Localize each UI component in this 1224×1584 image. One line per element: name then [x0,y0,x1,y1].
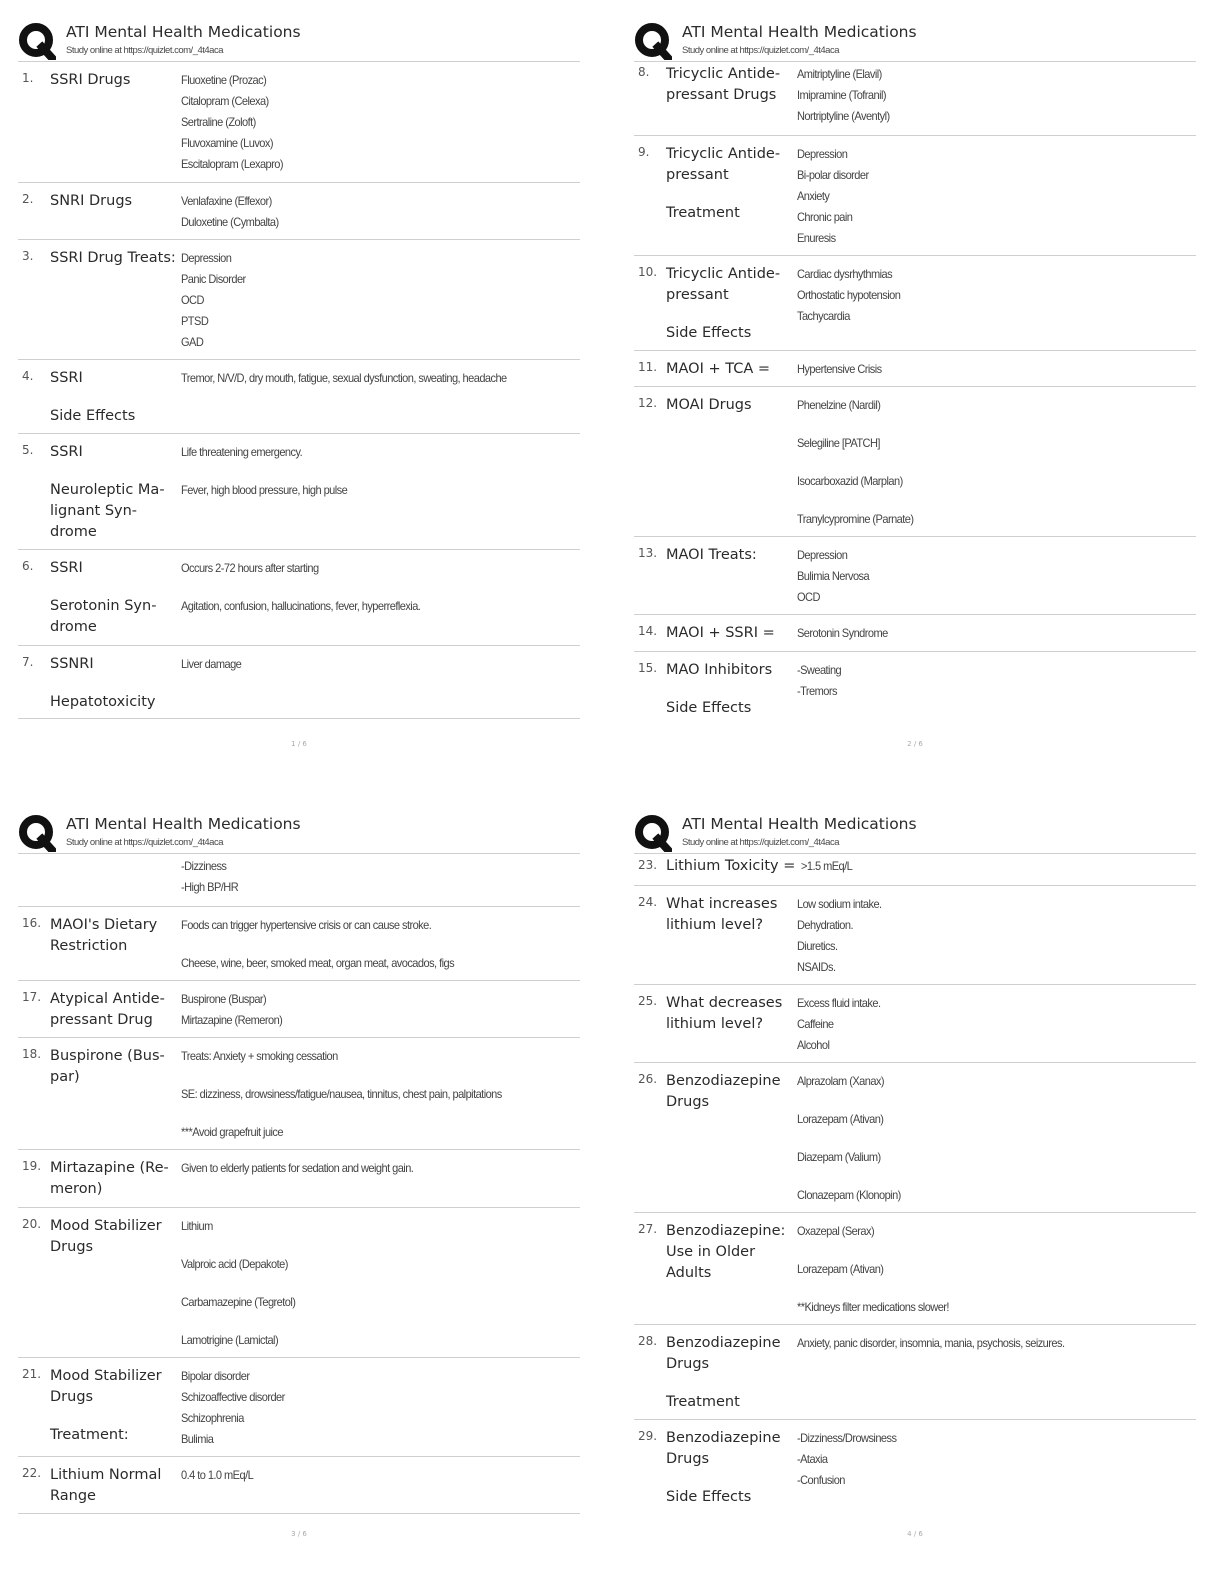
card-definition: Cardiac dysrhythmias Orthostatic hypotension Tachycardia [797,267,901,323]
card-term: SNRI Drugs [50,193,133,209]
card-number: 18. [22,1047,42,1061]
card-definition: Hypertensive Crisis [797,362,882,376]
card-number: 25. [638,994,658,1008]
card-term: What decreases lithium level? [666,995,783,1032]
flashcard [18,907,580,981]
card-definition: Lithium Valproic acid (Depakote) Carbamazepine (Tegretol) Lamotrigine (Lamictal) [181,1219,296,1347]
quizlet-logo-icon [18,22,56,60]
card-number: 10. [638,265,658,279]
card-number: 3. [22,249,34,263]
card-definition: Anxiety, panic disorder, insomnia, mania, psychosis, seizures. [797,1336,1065,1350]
card-term: Buspirone (Bus- par) [50,1048,165,1085]
study-link[interactable]: Study online at https://quizlet.com/_4t4aca [66,45,223,56]
card-number: 17. [22,990,42,1004]
page-header [634,812,1196,854]
study-link[interactable]: Study online at https://quizlet.com/_4t4aca [682,837,839,848]
card-term: Benzodiazepine Drugs Treatment [666,1335,781,1410]
card-definition: Phenelzine (Nardil) Selegiline [PATCH] Isocarboxazid (Marplan) Tranylcypromine (Parnate) [797,398,914,526]
card-term: Tricyclic Antide- pressant Treatment [666,146,781,221]
card-definition: 0.4 to 1.0 mEq/L [181,1468,254,1482]
card-definition: Depression Bulimia Nervosa OCD [797,548,870,604]
flashcard [18,1358,580,1457]
quizlet-logo-icon [634,22,672,60]
card-definition: Venlafaxine (Effexor) Duloxetine (Cymbalta) [181,194,279,229]
card-term: SSNRI Hepatotoxicity [50,656,156,710]
page-4 [634,812,1196,1538]
flashcard [634,537,1196,615]
flashcard-continued [18,854,580,907]
card-definition: -Dizziness -High BP/HR [181,859,239,894]
flashcard [634,256,1196,351]
card-term: Mood Stabilizer Drugs Treatment: [50,1368,162,1443]
flashcard [18,1208,580,1358]
card-definition: Excess fluid intake. Caffeine Alcohol [797,996,881,1052]
card-term: Tricyclic Antide- pressant Side Effects [666,266,781,341]
card-term: What increases lithium level? [666,896,778,933]
card-definition: Life threatening emergency. Fever, high blood pressure, high pulse [181,445,348,497]
page-number: 3 / 6 [291,1530,307,1538]
card-number: 6. [22,559,34,573]
card-number: 14. [638,624,658,638]
card-definition: Given to elderly patients for sedation and weight gain. [181,1161,414,1175]
card-definition: Serotonin Syndrome [797,626,888,640]
card-number: 22. [22,1466,42,1480]
card-term: SSRI Drugs [50,72,131,88]
card-number: 4. [22,369,34,383]
card-definition: Low sodium intake. Dehydration. Diuretics. NSAIDs. [797,897,882,974]
flashcard [18,550,580,646]
card-number: 5. [22,443,34,457]
card-number: 13. [638,546,658,560]
card-definition: Tremor, N/V/D, dry mouth, fatigue, sexual dysfunction, sweating, headache [181,371,507,385]
card-number: 27. [638,1222,658,1236]
card-definition: Depression Bi-polar disorder Anxiety Chronic pain Enuresis [797,147,869,245]
card-number: 11. [638,360,658,374]
page-header [634,20,1196,62]
card-term: SSRI Neuroleptic Ma- lignant Syn- drome [50,444,165,540]
card-definition: Depression Panic Disorder OCD PTSD GAD [181,251,246,349]
flashcard [634,854,1196,886]
card-term: Lithium Toxicity = [666,858,796,874]
card-number: 2. [22,192,34,206]
flashcard [634,615,1196,652]
card-term: SSRI Serotonin Syn- drome [50,560,157,635]
card-definition: Amitriptyline (Elavil) Imipramine (Tofranil) Nortriptyline (Aventyl) [797,67,890,123]
card-number: 28. [638,1334,658,1348]
card-definition: Liver damage [181,657,242,671]
flashcard [18,183,580,240]
card-number: 19. [22,1159,42,1173]
page-header [18,20,580,62]
card-term: MAOI Treats: [666,547,757,563]
card-number: 29. [638,1429,658,1443]
card-number: 12. [638,396,658,410]
card-definition: Bipolar disorder Schizoaffective disorder Schizophrenia Bulimia [181,1369,285,1446]
flashcard [18,360,580,434]
card-term: Tricyclic Antide- pressant Drugs [666,66,781,103]
flashcard [634,62,1196,136]
flashcard [634,1325,1196,1420]
flashcard [634,351,1196,387]
flashcard [634,652,1196,722]
page-number: 4 / 6 [907,1530,923,1538]
card-definition: >1.5 mEq/L [801,859,853,873]
card-term: Lithium Normal Range [50,1467,162,1504]
card-number: 21. [22,1367,42,1381]
card-term: MAO Inhibitors Side Effects [666,662,773,716]
card-number: 8. [638,65,650,79]
page-title: ATI Mental Health Medications [66,815,301,833]
quizlet-logo-icon [18,814,56,852]
card-number: 15. [638,661,658,675]
flashcard [18,646,580,719]
page-title: ATI Mental Health Medications [682,815,917,833]
card-term: Benzodiazepine: Use in Older Adults [666,1223,786,1281]
flashcard [18,1457,580,1514]
card-definition: Fluoxetine (Prozac) Citalopram (Celexa) Sertraline (Zoloft) Fluvoxamine (Luvox) Escitalopram (Lexapro) [181,73,283,171]
card-term: Benzodiazepine Drugs [666,1073,781,1110]
card-number: 16. [22,916,42,930]
card-definition: Oxazepal (Serax) Lorazepam (Ativan) **Kidneys filter medications slower! [797,1224,949,1314]
quizlet-logo-icon [634,814,672,852]
page-title: ATI Mental Health Medications [66,23,301,41]
flashcard [634,136,1196,256]
card-number: 23. [638,858,658,872]
page-header [18,812,580,854]
card-definition: Occurs 2-72 hours after starting Agitation, confusion, hallucinations, fever, hyperreflexia. [181,561,421,613]
card-number: 26. [638,1072,658,1086]
study-link[interactable]: Study online at https://quizlet.com/_4t4aca [66,837,223,848]
flashcard [18,434,580,550]
flashcard [634,886,1196,985]
flashcard [18,240,580,360]
flashcard [634,1213,1196,1325]
card-definition: Buspirone (Buspar) Mirtazapine (Remeron) [181,992,283,1027]
flashcard [634,985,1196,1063]
card-term: MAOI + SSRI = [666,625,775,641]
page-3 [18,812,580,1538]
card-definition: Alprazolam (Xanax) Lorazepam (Ativan) Diazepam (Valium) Clonazepam (Klonopin) [797,1074,901,1202]
page-title: ATI Mental Health Medications [682,23,917,41]
card-term: Mood Stabilizer Drugs [50,1218,162,1255]
card-term: SSRI Drug Treats: [50,250,176,266]
flashcard [18,1038,580,1150]
card-term: MAOI's Dietary Restriction [50,917,158,954]
card-definition: -Sweating -Tremors [797,663,842,698]
flashcard [634,387,1196,537]
card-number: 7. [22,655,34,669]
card-term: SSRI Side Effects [50,370,136,424]
card-term: MAOI + TCA = [666,361,771,377]
card-definition: -Dizziness/Drowsiness -Ataxia -Confusion [797,1431,897,1487]
card-number: 1. [22,71,34,85]
card-number: 9. [638,145,650,159]
flashcard [634,1420,1196,1515]
card-definition: Foods can trigger hypertensive crisis or can cause stroke. Cheese, wine, beer, smoked meat, organ meat, avocados, figs [181,918,455,970]
flashcard [18,62,580,183]
card-definition: Treats: Anxiety + smoking cessation SE: dizziness, drowsiness/fatigue/nausea, tinnitus, chest pain, palpitations ***Avoid grapefruit juice [181,1049,502,1139]
page-number: 2 / 6 [907,740,923,748]
page-number: 1 / 6 [291,740,307,748]
card-number: 24. [638,895,658,909]
card-number: 20. [22,1217,42,1231]
card-term: Mirtazapine (Re- meron) [50,1160,169,1197]
page-2 [634,20,1196,748]
flashcard [18,981,580,1038]
study-link[interactable]: Study online at https://quizlet.com/_4t4aca [682,45,839,56]
card-term: MOAI Drugs [666,397,752,413]
card-term: Benzodiazepine Drugs Side Effects [666,1430,781,1505]
page-1 [18,20,580,748]
card-term: Atypical Antide- pressant Drug [50,991,165,1028]
flashcard [18,1150,580,1208]
flashcard [634,1063,1196,1213]
